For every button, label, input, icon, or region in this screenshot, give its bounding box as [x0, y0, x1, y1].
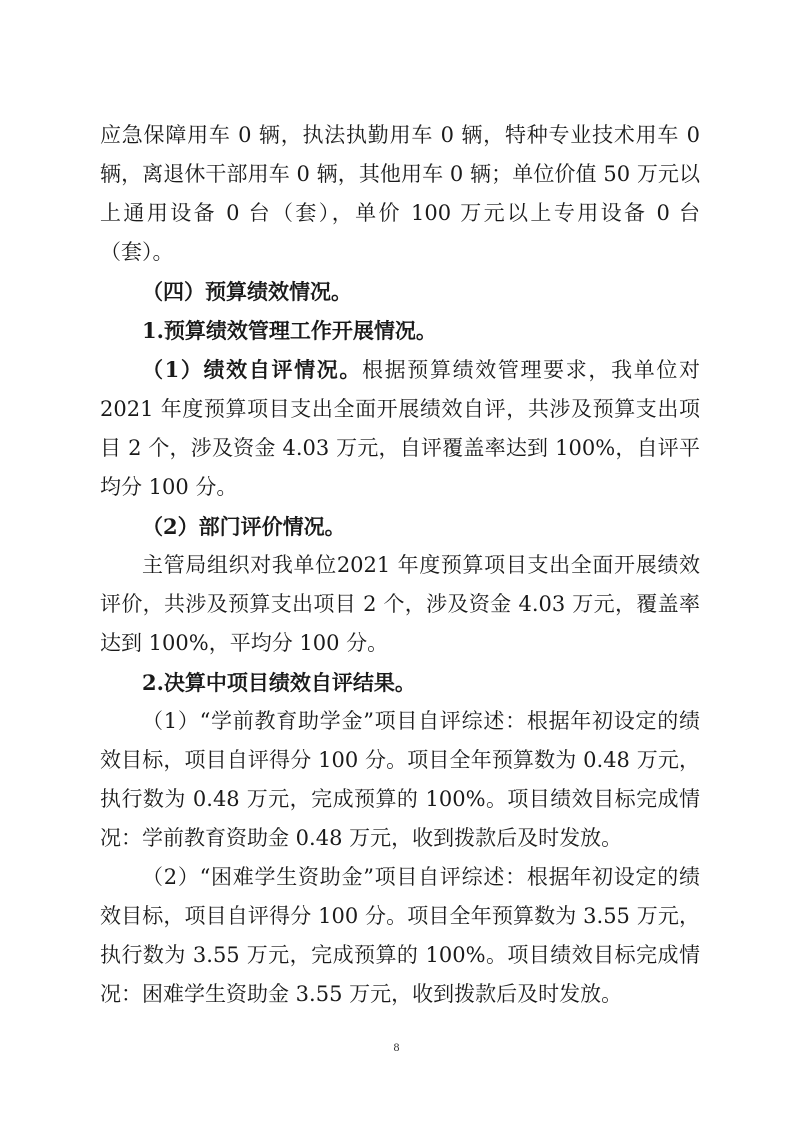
- self-evaluation-lead: （1）绩效自评情况。: [142, 357, 363, 382]
- heading-department-evaluation: （2）部门评价情况。: [142, 514, 346, 539]
- paragraph-student-aid: （2）“困难学生资助金”项目自评综述：根据年初设定的绩效目标，项目自评得分 100 分。项目全年预算数为 3.55 万元，执行数为 3.55 万元，完成预算的 100%。项目绩效目标完成情况：困难学生资助金 3.55 万元，收到拨款后及时发放。: [100, 865, 700, 1006]
- heading-project-results: 2.决算中项目绩效自评结果。: [142, 670, 416, 695]
- self-evaluation-body: 根据预算绩效管理要求，我单位对 2021 年度预算项目支出全面开展绩效自评，共涉及预算支出项目 2 个，涉及资金 4.03 万元，自评覆盖率达到 100%，自评平均分 100 分。: [100, 358, 700, 499]
- paragraph-vehicles-equipment: 应急保障用车 0 辆，执法执勤用车 0 辆，特种专业技术用车 0 辆，离退休干部用车 0 辆，其他用车 0 辆；单位价值 50 万元以上通用设备 0 台（套），单价 100 万元以上专用设备 0 台（套）。: [100, 123, 700, 264]
- page-number: 8: [393, 1040, 400, 1054]
- heading-management: 1.预算绩效管理工作开展情况。: [142, 318, 437, 343]
- heading-performance: （四）预算绩效情况。: [142, 279, 352, 304]
- document-body: [100, 116, 700, 1014]
- paragraph-self-evaluation: [100, 350, 700, 507]
- paragraph-preschool-grant: （1）“学前教育助学金”项目自评综述：根据年初设定的绩效目标，项目自评得分 100 分。项目全年预算数为 0.48 万元，执行数为 0.48 万元，完成预算的 100%。项目绩效目标完成情况：学前教育资助金 0.48 万元，收到拨款后及时发放。: [100, 709, 700, 850]
- paragraph-department-evaluation: 主管局组织对我单位2021 年度预算项目支出全面开展绩效评价，共涉及预算支出项目 2 个，涉及资金 4.03 万元，覆盖率达到 100%，平均分 100 分。: [100, 553, 700, 655]
